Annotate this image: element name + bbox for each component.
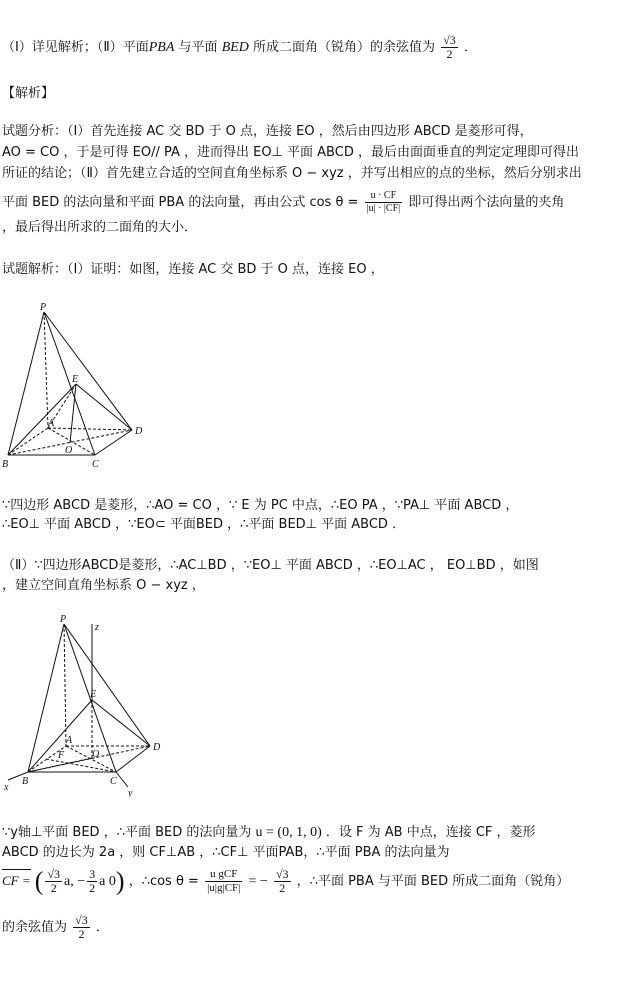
solution-p1: ∵四边形 ABCD 是菱形，∴AO = CO ，∵ E 为 PC 中点，∴EO PA ，∵PA⊥ 平面 ABCD ， <box>2 498 519 513</box>
label-D: D <box>153 742 161 753</box>
solution-q2: ，建立空间直角坐标系 O − xyz ， <box>2 578 205 593</box>
label-A: A <box>66 735 73 746</box>
r3-tail: ，∴平面 PBA 与平面 BED 所成二面角（锐角） <box>296 874 570 889</box>
label-A: A <box>48 418 55 429</box>
answer-text-3: 所成二面角（锐角）的余弦值为 <box>253 40 436 55</box>
solution-r1 <box>2 823 536 843</box>
cf-mid: a, − <box>64 874 86 889</box>
label-E: E <box>90 689 97 700</box>
label-O: O <box>65 445 73 456</box>
analysis-line-5: ，最后得出所求的二面角的大小． <box>2 220 198 235</box>
r1-text: ∵y轴⊥平面 BED ，∴平面 BED 的法向量为 <box>2 825 252 840</box>
label-O: O <box>92 749 100 760</box>
pyramid-figure-2 <box>0 612 175 797</box>
solution-r3 <box>2 868 569 895</box>
solution-p2: ∴EO⊥ 平面 ABCD ，∵EO⊂ 平面BED ，∴平面 BED⊥ 平面 ABCD ． <box>2 517 406 532</box>
jiexi-heading: 【解析】 <box>2 86 55 101</box>
cf-end: a 0 <box>99 874 116 889</box>
label-y: y <box>128 788 133 797</box>
analysis-line-4-tail: 即可得出两个法向量的夹角 <box>408 195 565 210</box>
answer-text-2: 与平面 <box>178 40 218 55</box>
normal-vector-u: u = (0, 1, 0) <box>255 825 322 840</box>
answer-text: （Ⅰ）详见解析；（Ⅱ）平面 <box>2 40 149 55</box>
analysis-line-4-text: 平面 BED 的法向量和平面 PBA 的法向量，再由公式 cos θ = <box>2 195 359 210</box>
solution-q1: （Ⅱ）∵四边形ABCD是菱形，∴AC⊥BD ，∵EO⊥ 平面 ABCD ，∴EO⊥AC ， EO⊥BD ，如图 <box>2 558 539 573</box>
r1-tail: ．设 F 为 AB 中点，连接 CF ，菱形 <box>325 825 536 840</box>
answer-fraction: $\frac{√3}{2}$ <box>443 33 456 61</box>
cos-result-fraction: $\frac{√3}{2}$ <box>275 867 289 895</box>
vector-cf: CF = <box>2 871 31 891</box>
analysis-line-4 <box>2 190 564 215</box>
pyramid-figure-1 <box>0 298 150 470</box>
label-P: P <box>60 614 67 625</box>
answer-line <box>2 34 477 61</box>
answer-end: ． <box>463 40 477 55</box>
label-D: D <box>135 426 143 437</box>
label-E: E <box>72 374 79 385</box>
label-B: B <box>22 776 29 787</box>
plane-pba: PBA <box>148 40 175 55</box>
solution-r2: ABCD 的边长为 2a ，则 CF⊥AB ，∴CF⊥ 平面PAB，∴平面 PBA 的法向量为 <box>2 845 450 860</box>
label-F: F <box>58 750 65 761</box>
cos-fraction: $\frac{\text{u gCF}}{|u|g|CF|}$ <box>207 868 241 894</box>
r4-text: 的余弦值为 <box>2 920 68 935</box>
label-C: C <box>92 459 99 470</box>
solution-r4 <box>2 914 109 941</box>
analysis-line-3: 所证的结论；（Ⅱ）首先建立合适的空间直角坐标系 O − xyz ，并写出相应的点的坐标，然后分别求出 <box>2 166 582 181</box>
label-P: P <box>40 302 47 313</box>
cf-frac-2: $\frac{3}{2}$ <box>89 867 96 895</box>
paren-open: ( <box>34 866 44 896</box>
cos-label: ，∴cos θ = <box>128 874 199 889</box>
plane-bed: BED <box>221 40 249 55</box>
cf-frac-1: $\frac{√3}{2}$ <box>47 867 61 895</box>
cos-equals: = − <box>248 874 268 889</box>
r4-end: ． <box>95 920 109 935</box>
label-C: C <box>110 776 117 787</box>
solution-line-1: 试题解析：（Ⅰ）证明：如图，连接 AC 交 BD 于 O 点，连接 EO ， <box>2 262 384 277</box>
label-x: x <box>4 782 9 793</box>
analysis-line-2: AO = CO ，于是可得 EO// PA ，进而得出 EO⊥ 平面 ABCD ，最后由面面垂直的判定定理即可得出 <box>2 145 579 160</box>
label-z: z <box>95 622 99 633</box>
label-B: B <box>2 459 9 470</box>
final-fraction: $\frac{√3}{2}$ <box>75 913 88 941</box>
analysis-line-1: 试题分析：（Ⅰ）首先连接 AC 交 BD 于 O 点，连接 EO ，然后由四边形 ABCD 是菱形可得， <box>2 124 533 139</box>
paren-close: ) <box>115 866 125 896</box>
cos-formula-fraction: $\frac{u \cdot CF}{|u| \cdot |CF|}$ <box>366 190 401 214</box>
